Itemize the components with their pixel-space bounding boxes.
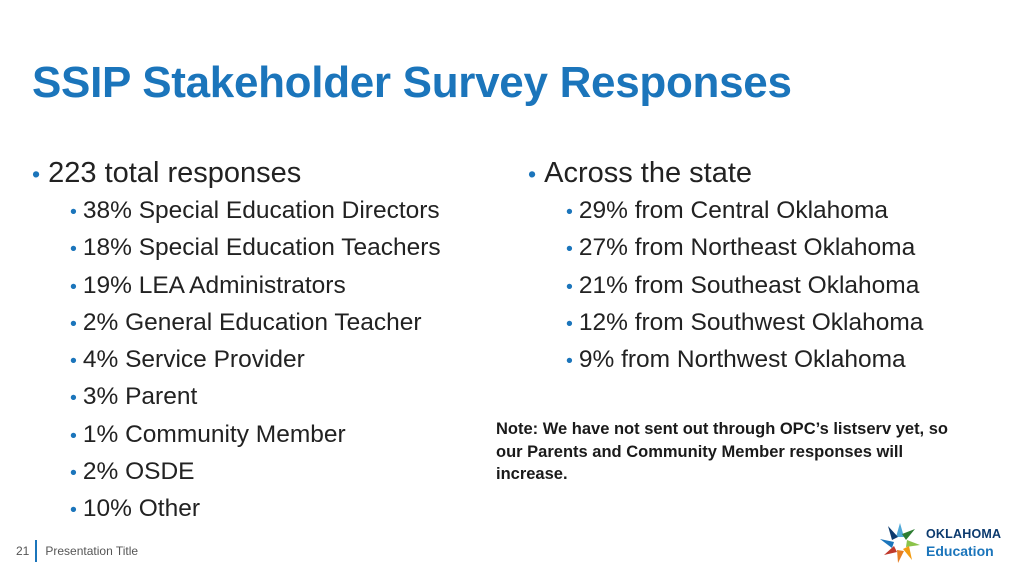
list-item-label: 2% General Education Teacher	[82, 308, 422, 336]
list-item	[32, 342, 441, 379]
oklahoma-education-logo	[878, 520, 1008, 566]
bullet-icon: •	[528, 161, 537, 187]
list-item-label: 38% Special Education Directors	[82, 197, 440, 224]
bullet-icon: •	[566, 201, 573, 223]
list-item	[32, 230, 441, 267]
list-item-label: 2% OSDE	[82, 458, 195, 486]
list-item	[528, 193, 923, 230]
list-item	[528, 342, 923, 379]
bullet-icon: •	[70, 462, 77, 485]
star-logo-icon	[878, 521, 922, 565]
footer-divider	[35, 540, 37, 562]
list-item-label: 10% Other	[82, 495, 200, 523]
page-number: 21	[16, 544, 30, 558]
responses-column	[32, 154, 441, 529]
logo-wordmark-line1: OKLAHOMA	[926, 527, 1002, 542]
note-text: Note: We have not sent out through OPC’s listserv yet, so our Parents and Community Member responses will increase.	[496, 420, 948, 483]
list-item-label: 18% Special Education Teachers	[82, 234, 441, 262]
bullet-icon: •	[70, 238, 77, 261]
bullet-icon: •	[32, 161, 41, 187]
list-item	[32, 491, 441, 528]
list-item	[32, 379, 441, 416]
list-item	[32, 417, 441, 454]
list-item	[32, 305, 441, 342]
logo-wordmark-line2: Education	[926, 542, 994, 559]
regions-heading: Across the state	[544, 157, 753, 189]
responses-heading-item	[32, 154, 441, 193]
list-item-label: 21% from Southeast Oklahoma	[578, 271, 920, 299]
list-item	[528, 305, 923, 342]
bullet-icon: •	[70, 275, 77, 298]
bullet-icon: •	[70, 424, 77, 447]
presentation-title: Presentation Title	[45, 544, 139, 558]
list-item-label: 29% from Central Oklahoma	[578, 197, 888, 224]
bullet-icon: •	[70, 499, 77, 522]
list-item-label: 12% from Southwest Oklahoma	[578, 308, 924, 336]
list-item-label: 4% Service Provider	[82, 346, 305, 374]
bullet-icon: •	[566, 238, 573, 261]
bullet-icon: •	[70, 312, 77, 335]
bullet-icon: •	[566, 350, 573, 373]
list-item-label: 19% LEA Administrators	[82, 271, 346, 299]
list-item	[32, 454, 441, 491]
bullet-icon: •	[70, 387, 77, 410]
list-item	[528, 268, 923, 305]
list-item	[528, 230, 923, 267]
regions-column	[528, 154, 923, 379]
bullet-icon: •	[566, 312, 573, 335]
bullet-icon: •	[70, 201, 77, 223]
slide-title: SSIP Stakeholder Survey Responses	[32, 58, 792, 107]
bullet-icon: •	[566, 275, 573, 298]
list-item-label: 27% from Northeast Oklahoma	[578, 234, 916, 262]
slide-footer	[16, 540, 138, 562]
regions-heading-item	[528, 154, 923, 193]
bullet-icon: •	[70, 350, 77, 373]
responses-heading: 223 total responses	[48, 157, 302, 189]
list-item-label: 9% from Northwest Oklahoma	[578, 346, 906, 374]
list-item-label: 1% Community Member	[82, 420, 346, 448]
list-item-label: 3% Parent	[82, 383, 198, 411]
list-item	[32, 193, 441, 230]
list-item	[32, 268, 441, 305]
